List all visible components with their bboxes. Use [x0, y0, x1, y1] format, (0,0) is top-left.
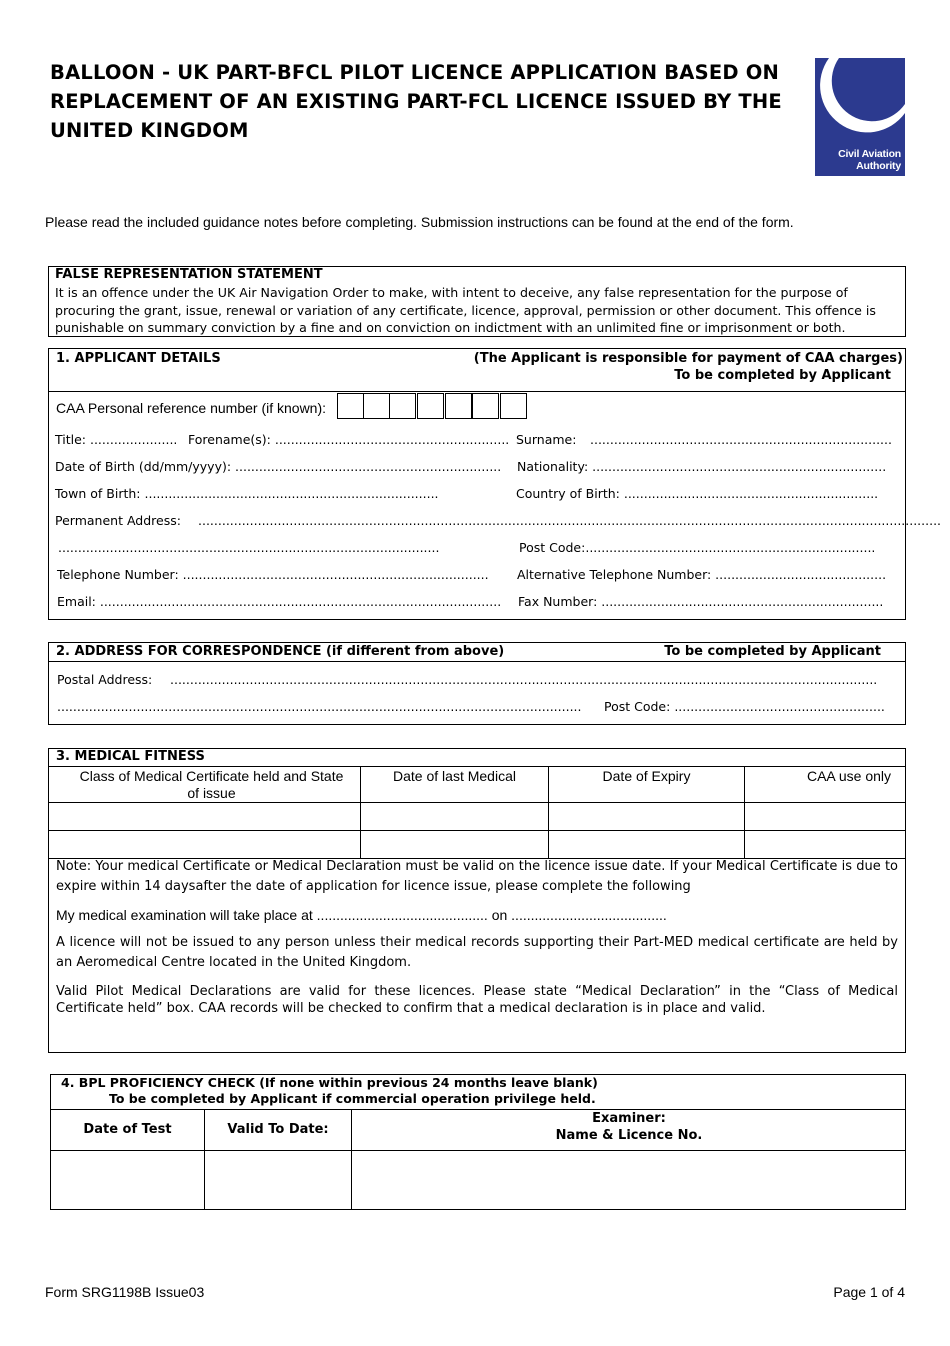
caa-ref-digit-7[interactable]: [500, 393, 527, 419]
alt-telephone-field[interactable]: Alternative Telephone Number: ...........................................: [517, 567, 887, 582]
form-id: Form SRG1198B Issue03: [45, 1284, 205, 1300]
page-title: BALLOON - UK PART-BFCL PILOT LICENCE APPLICATION BASED ON REPLACEMENT OF AN EXISTING PART-FCL LICENCE ISSUED BY THE UNITED KINGDOM: [50, 61, 782, 142]
postal-address-field[interactable]: ..................................................................................................................................................................................: [170, 672, 878, 687]
valid-to-date-header: Valid To Date:: [227, 1122, 329, 1137]
correspondence-note: To be completed by Applicant: [664, 644, 881, 659]
examiner-name-licence-label: Name & Licence No.: [555, 1128, 703, 1143]
dob-field[interactable]: Date of Birth (dd/mm/yyyy): ...................................................................: [55, 459, 502, 474]
expiry-date-cell-1[interactable]: [549, 803, 743, 829]
examiner-header: [352, 1110, 906, 1144]
date-of-test-cell[interactable]: [52, 1151, 203, 1209]
last-medical-cell-1[interactable]: [361, 803, 547, 829]
surname-label: Surname:: [516, 432, 577, 447]
caa-logo-text: [815, 148, 905, 172]
caa-ref-digit-6[interactable]: [472, 393, 499, 419]
intro-text: Please read the included guidance notes before completing. Submission instructions can be found at the end of the form.: [45, 214, 794, 230]
nationality-field[interactable]: Nationality: ..........................................................................: [517, 459, 887, 474]
caa-ref-digit-3[interactable]: [389, 393, 416, 419]
postal-address-label: Postal Address:: [57, 672, 153, 687]
applicant-completion-note: To be completed by Applicant: [674, 368, 891, 383]
caa-ref-digit-5[interactable]: [445, 393, 472, 419]
expiry-date-cell-2[interactable]: [549, 831, 743, 857]
medical-class-cell-2[interactable]: [50, 831, 359, 857]
medical-note-validity: Note: Your medical Certificate or Medical Declaration must be valid on the licence issue date. If your Medical Certificate is due to expire within 14 daysafter the date of application for licence issue, please complete the following: [56, 859, 898, 894]
proficiency-heading: 4. BPL PROFICIENCY CHECK (If none within previous 24 months leave blank): [61, 1075, 598, 1090]
last-medical-header: Date of last Medical: [393, 768, 516, 784]
email-field[interactable]: Email: .....................................................................................................: [57, 594, 502, 609]
date-of-test-header: Date of Test: [83, 1122, 172, 1137]
caa-ref-digit-4[interactable]: [417, 393, 444, 419]
medical-exam-field[interactable]: My medical examination will take place at ............................................ on ........................................: [56, 907, 667, 923]
title-field[interactable]: Title: ......................: [55, 432, 178, 447]
medical-note-declarations: Valid Pilot Medical Declarations are valid for these licences. Please state “Medical Declaration” in the “Class of Medical Certificate held” box. CAA records will be checked to confirm that a medical declaration is in place and valid.: [56, 984, 898, 1016]
town-of-birth-field[interactable]: Town of Birth: ..........................................................................: [55, 486, 439, 501]
caa-logo: [815, 58, 905, 176]
medical-fitness-heading: 3. MEDICAL FITNESS: [56, 749, 205, 764]
logo-line-1: Civil Aviation: [838, 148, 901, 160]
fax-field[interactable]: Fax Number: .......................................................................: [518, 594, 884, 609]
permanent-address-line2-field[interactable]: ................................................................................................: [58, 540, 440, 555]
caa-use-header: CAA use only: [806, 768, 892, 784]
false-representation-heading: FALSE REPRESENTATION STATEMENT: [55, 267, 323, 282]
proficiency-subheading: To be completed by Applicant if commercial operation privilege held.: [109, 1091, 596, 1106]
false-representation-text: It is an offence under the UK Air Navigation Order to make, with intent to deceive, any false representation for the purpose of procuring the grant, issue, renewal or variation of any certificate, licence, approval, permission or other document. This offence is punishable on summary conviction by a fine and on conviction on indictment with an unlimited fine or imprisonment or both.: [55, 285, 876, 335]
expiry-date-header: Date of Expiry: [602, 768, 691, 784]
postcode-field[interactable]: Post Code:.........................................................................: [519, 540, 876, 555]
forename-field[interactable]: Forename(s): ...........................................................: [188, 432, 510, 447]
caa-ref-digit-2[interactable]: [363, 393, 390, 419]
medical-class-header: Class of Medical Certificate held and State of issue: [79, 768, 344, 801]
postal-address-line2-field[interactable]: ....................................................................................................................................: [57, 699, 582, 714]
caa-ref-digit-1[interactable]: [337, 393, 364, 419]
false-representation-box: [48, 266, 906, 337]
medical-note-records: A licence will not be issued to any person unless their medical records supporting their Part-MED medical certificate are held by an Aeromedical Centre located in the United Kingdom.: [56, 935, 898, 970]
correspondence-postcode-field[interactable]: Post Code: .....................................................: [604, 699, 885, 714]
examiner-cell[interactable]: [352, 1151, 905, 1209]
valid-to-date-cell[interactable]: [205, 1151, 350, 1209]
proficiency-check-section: [50, 1074, 906, 1210]
telephone-field[interactable]: Telephone Number: .............................................................................: [57, 567, 489, 582]
applicant-payment-note: (The Applicant is responsible for payment of CAA charges): [473, 351, 903, 366]
surname-field[interactable]: ............................................................................: [590, 432, 892, 447]
permanent-address-field[interactable]: ...........................................................................................................................................................................................: [198, 513, 942, 528]
examiner-label: Examiner:: [592, 1111, 666, 1126]
permanent-address-label: Permanent Address:: [55, 513, 181, 528]
country-of-birth-field[interactable]: Country of Birth: ................................................................: [516, 486, 879, 501]
medical-class-cell-1[interactable]: [50, 803, 359, 829]
applicant-details-heading: 1. APPLICANT DETAILS: [56, 351, 221, 366]
last-medical-cell-2[interactable]: [361, 831, 547, 857]
logo-line-2: Authority: [856, 160, 901, 172]
page-number: Page 1 of 4: [833, 1284, 905, 1300]
correspondence-heading: 2. ADDRESS FOR CORRESPONDENCE (if different from above): [56, 644, 505, 659]
caa-reference-label: CAA Personal reference number (if known):: [56, 400, 327, 416]
